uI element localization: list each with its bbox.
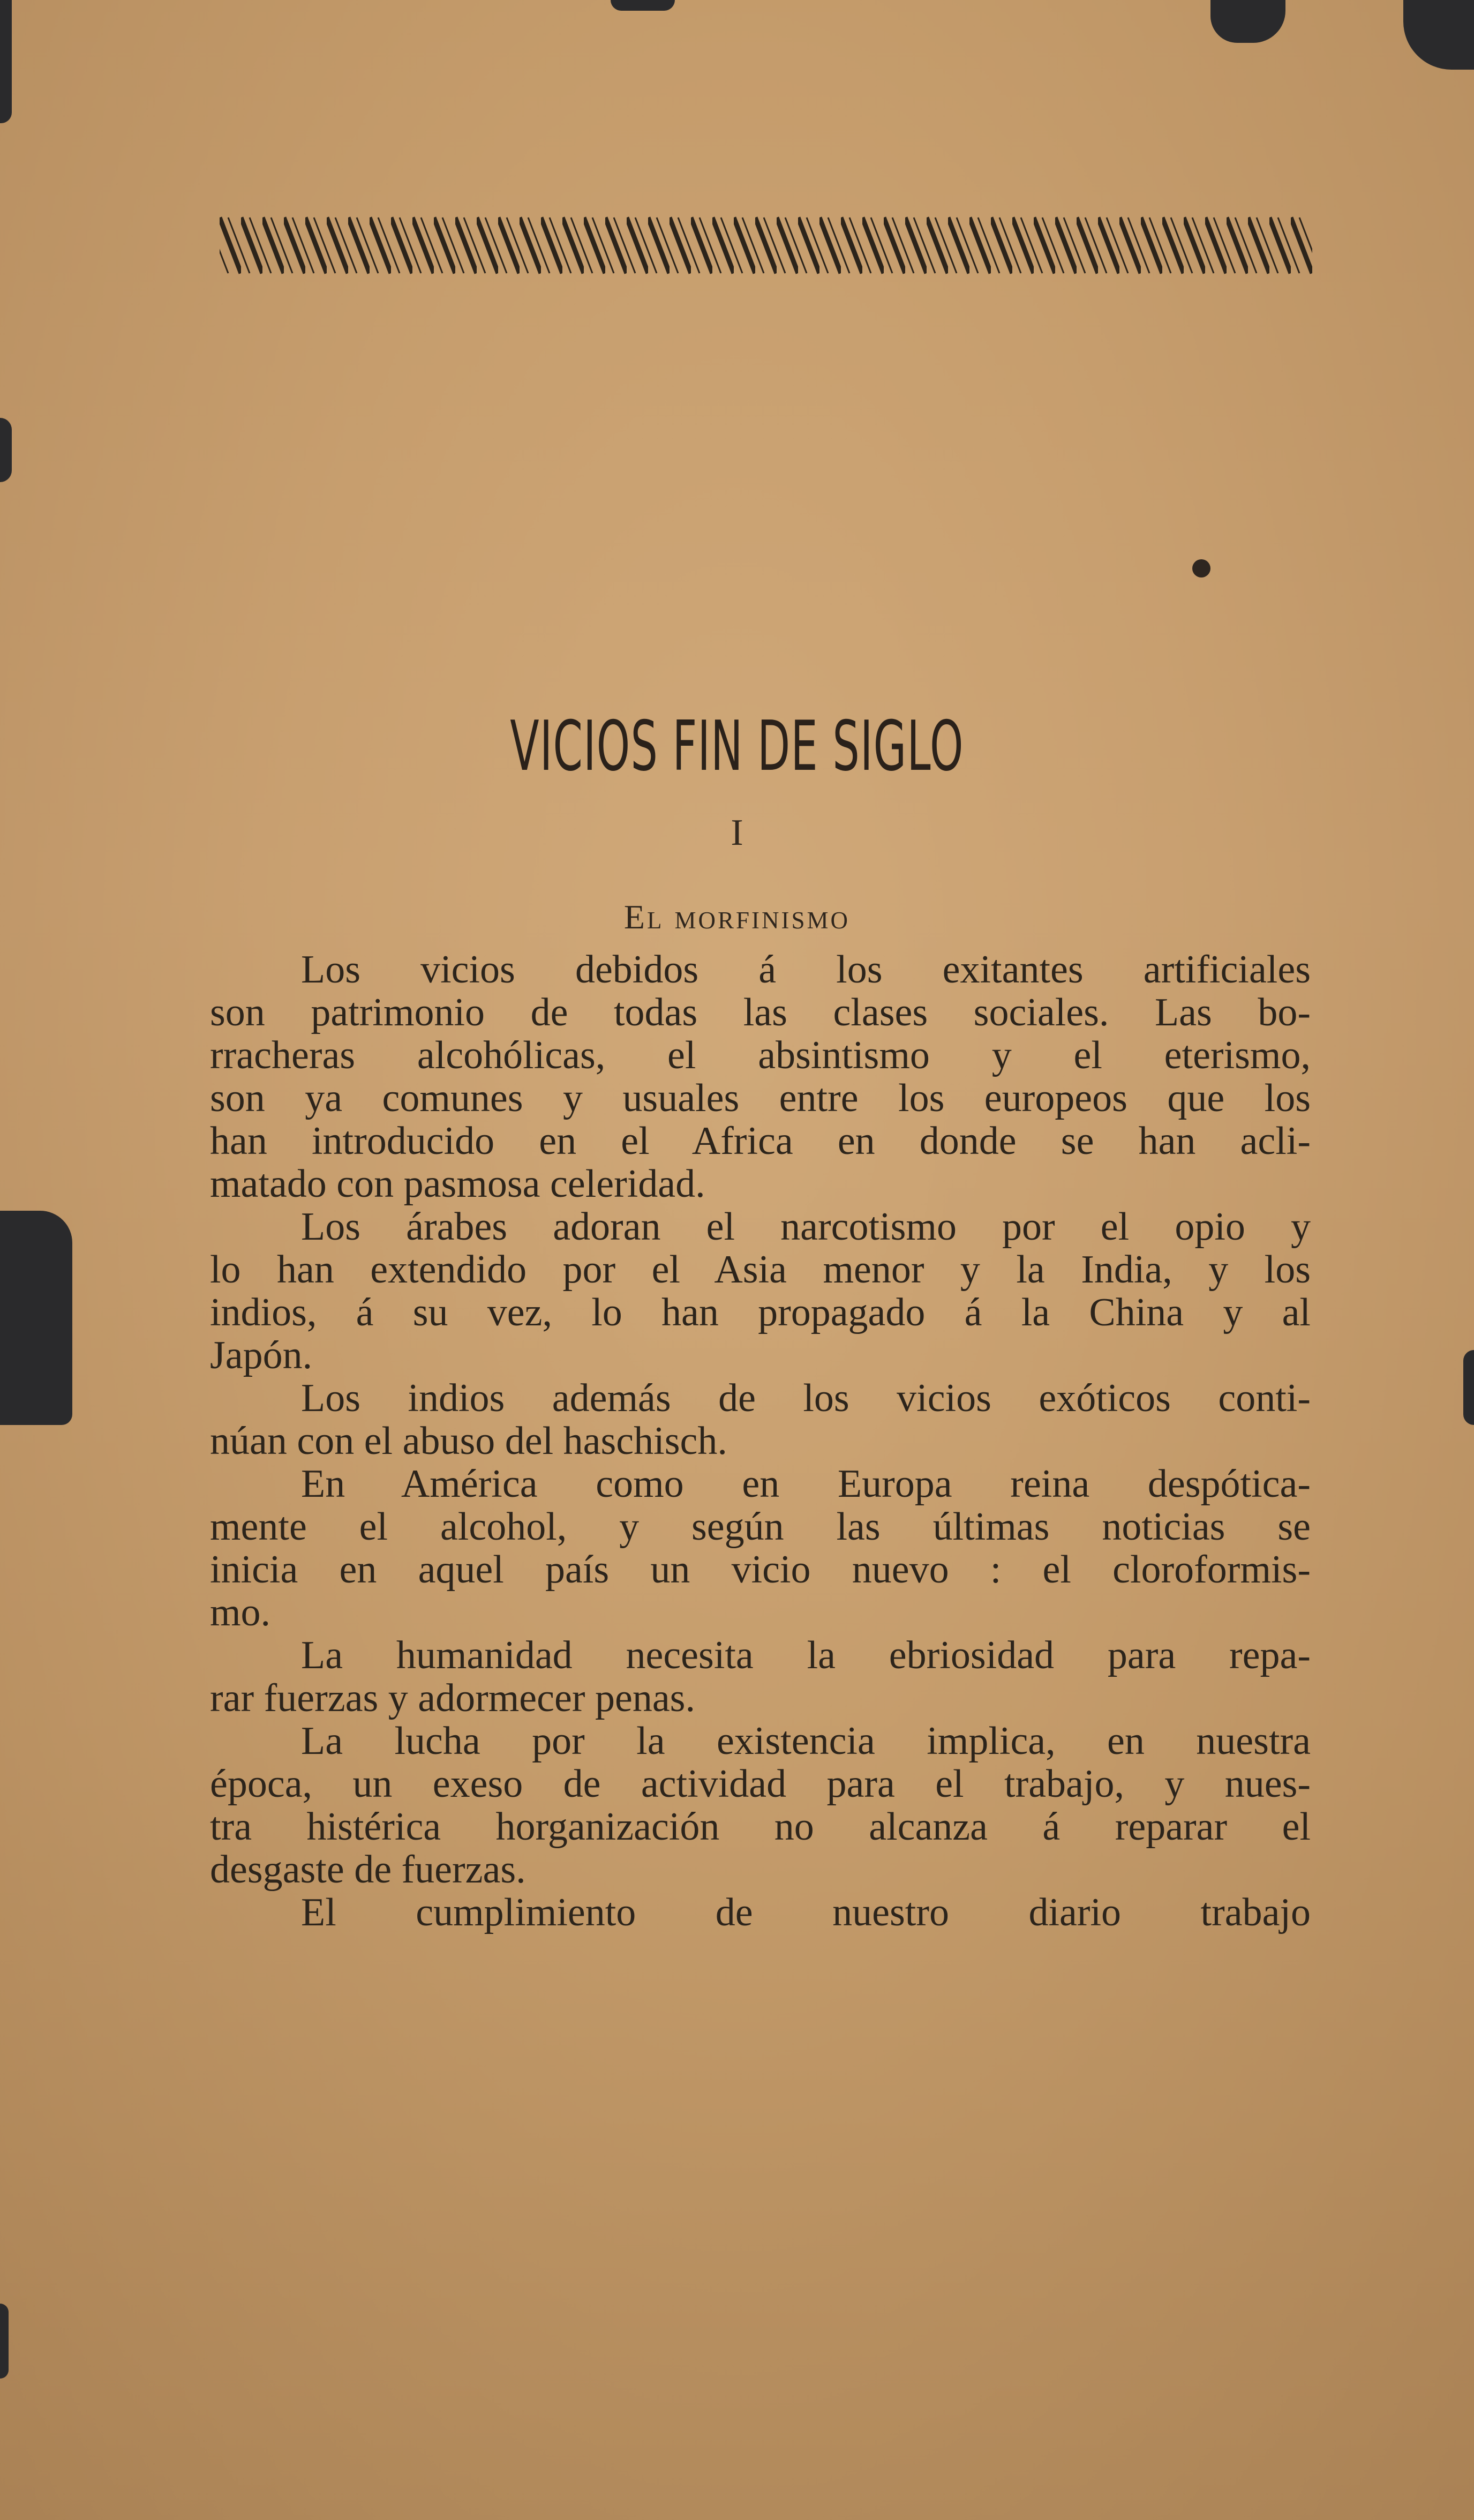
text-line: La humanidad necesita la ebriosidad para repa-: [301, 1633, 1311, 1677]
text-line: rar fuerzas y adormecer penas.: [210, 1676, 695, 1720]
torn-edge-top-right-corner: [1403, 0, 1474, 70]
text-line: son ya comunes y usuales entre los europeos que los: [210, 1076, 1311, 1120]
torn-edge-left-upper: [0, 418, 12, 482]
text-line: son patrimonio de todas las clases sociales. Las bo-: [210, 991, 1311, 1034]
page-title: VICIOS FIN DE SIGLO: [510, 707, 964, 786]
text-line: rracheras alcohólicas, el absintismo y el eterismo,: [210, 1033, 1311, 1077]
chapter-numeral: I: [731, 812, 743, 853]
text-line: Los árabes adoran el narcotismo por el opio y: [301, 1205, 1311, 1249]
text-line: inicia en aquel país un vicio nuevo : el cloroformis-: [210, 1548, 1311, 1592]
torn-edge-left-lower: [0, 2304, 9, 2379]
text-line: En América como en Europa reina despótica-: [301, 1462, 1311, 1506]
torn-edge-right-middle: [1463, 1350, 1474, 1425]
section-heading: El morfinismo: [623, 898, 851, 936]
text-line: lo han extendido por el Asia menor y la India, y los: [210, 1248, 1311, 1292]
text-line: La lucha por la existencia implica, en nuestra: [301, 1719, 1311, 1763]
text-line: El cumplimiento de nuestro diario trabajo: [301, 1891, 1311, 1934]
torn-edge-top-right: [1210, 0, 1285, 43]
torn-edge-top-left: [0, 0, 12, 123]
text-line: matado con pasmosa celeridad.: [210, 1162, 705, 1206]
text-line: Los vicios debidos á los exitantes artificiales: [301, 948, 1311, 992]
text-line: Japón.: [210, 1333, 313, 1377]
text-line: tra histérica horganización no alcanza á reparar el: [210, 1805, 1311, 1849]
text-line: desgaste de fuerzas.: [210, 1848, 526, 1892]
text-line: núan con el abuso del haschisch.: [210, 1419, 727, 1463]
text-line: indios, á su vez, lo han propagado á la China y al: [210, 1291, 1311, 1334]
text-line: mente el alcohol, y según las últimas noticias se: [210, 1505, 1311, 1549]
text-line: han introducido en el Africa en donde se han acli-: [210, 1119, 1311, 1163]
torn-edge-left-middle: [0, 1211, 72, 1425]
text-line: Los indios además de los vicios exóticos conti-: [301, 1376, 1311, 1420]
ink-spot: [1192, 559, 1210, 578]
text-line: mo.: [210, 1591, 271, 1634]
decorative-rope-border: [220, 213, 1312, 278]
torn-edge-top: [611, 0, 675, 11]
text-line: época, un exeso de actividad para el trabajo, y nues-: [210, 1762, 1311, 1806]
body-text: [210, 948, 1311, 1934]
